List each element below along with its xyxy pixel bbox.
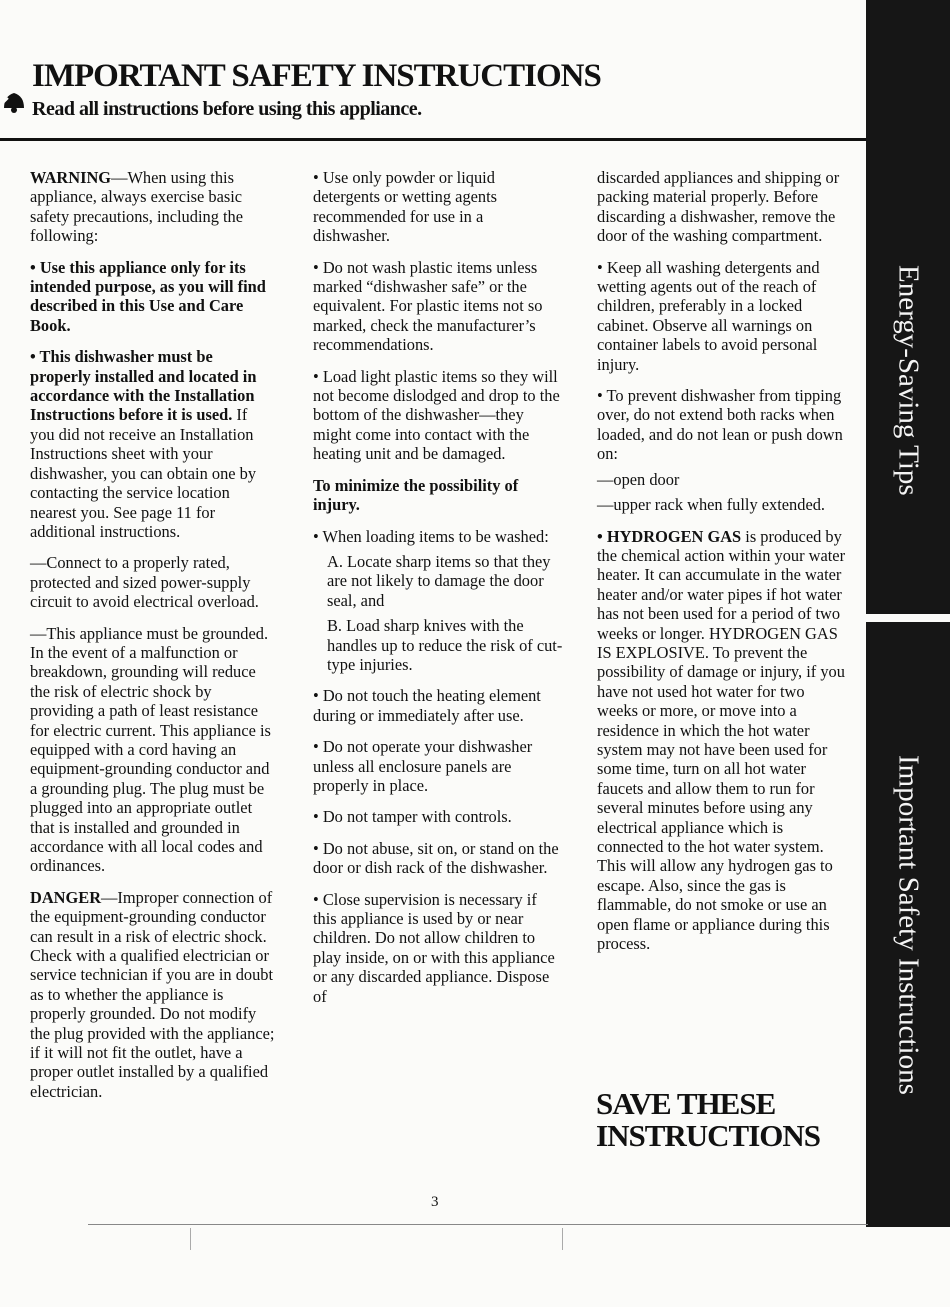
save-instructions-heading [596,1088,856,1152]
plastic-item: • Do not wash plastic items unless marked “dishwasher safe” or the equivalent. For plastic items not so marked, check the manufacturer’s recommendations. [313,257,543,355]
page-subtitle: Read all instructions before using this appliance. [32,98,422,120]
abuse-item: • Do not abuse, sit on, or stand on the door or dish rack of the dishwasher. [313,838,559,878]
minimize-injury-heading: To minimize the possibility of injury. [313,475,519,515]
save-line-1: SAVE THESE [596,1086,776,1121]
detergent-storage-item: • Keep all washing detergents and wetting agents out of the reach of children, preferably in a locked cabinet. Observe all warnings on container labels to avoid personal injury. [597,257,820,374]
crop-mark [562,1228,563,1250]
danger-text: —Improper connection of the equipment-grounding conductor can result in a risk of electric shock. Check with a qualified electrician or service technician if you are in doubt as to whether the appliance is properly grounded. Do not modify the plug provided with the appliance; if it will not fit the outlet, have a proper outlet installed by a qualified electrician. [30,887,275,1101]
upper-rack-item: —upper rack when fully extended. [597,495,826,515]
hydrogen-gas-text: is produced by the chemical action within your water heater. It can accumulate in the water heater and/or water pipes if hot water has not been used for a period of two weeks or longer. HYDROGEN GAS IS EXPLOSIVE. To prevent the possibility of damage or injury, if you have not used hot water for two weeks or more, or move into a residence in which the hot water system may not have been used for some time, turn on all hot water faucets and allow them to run for several minutes before using any electrical appliance which is connected to the hot water system. This will allow any hydrogen gas to escape. Also, since the gas is flammable, do not smoke or use an open flame or appliance during this process. [597,526,846,954]
circuit-item: —Connect to a properly rated, protected and sized power-supply circuit to avoid electrical overload. [30,553,259,612]
detergent-item: • Use only powder or liquid detergents or wetting agents recommended for use in a dishwasher. [313,168,498,246]
light-plastic-item: • Load light plastic items so they will not become dislodged and drop to the bottom of the dishwasher—they might come into contact with the heating unit and be damaged. [313,366,560,464]
sharp-items-subitem: A. Locate sharp items so that they are not likely to damage the door seal, and [327,551,551,610]
tab-energy-saving-tips[interactable] [866,150,950,610]
warning-text: —When using this appliance, always exercise basic safety precautions, including the following: [30,168,244,246]
open-door-item: —open door [597,469,680,489]
controls-item: • Do not tamper with controls. [313,807,512,827]
tab-divider [866,614,950,622]
column-2 [313,168,563,1018]
intended-purpose-item: • Use this appliance only for its intended purpose, as you will find described in this Use and Care Book. [30,257,266,335]
warning-label: WARNING [30,168,112,187]
crop-mark [190,1228,191,1250]
tab-safety-label: Important Safety Instructions [892,755,925,1095]
footer-rule [88,1224,868,1225]
page-title: IMPORTANT SAFETY INSTRUCTIONS [32,58,601,94]
warning-bell-icon [0,86,30,116]
save-line-2: INSTRUCTIONS [596,1118,821,1153]
page-number: 3 [431,1194,439,1210]
installation-item [30,347,275,541]
danger-paragraph [30,888,275,1101]
tipping-item: • To prevent dishwasher from tipping over, do not extend both racks when loaded, and do not lean or push down on: [597,386,843,464]
loading-item: • When loading items to be washed: [313,526,549,546]
sharp-knives-subitem: B. Load sharp knives with the handles up to reduce the risk of cut-type injuries. [327,616,563,674]
heating-element-item: • Do not touch the heating element during or immediately after use. [313,686,541,725]
header-rule [0,138,868,141]
hydrogen-gas-label: • HYDROGEN GAS [597,526,742,546]
danger-label: DANGER [30,887,102,907]
warning-paragraph [30,168,275,246]
hydrogen-gas-item [597,527,847,954]
column-3 [597,168,847,965]
tab-important-safety-instructions[interactable] [866,625,950,1225]
installation-bold: • This dishwasher must be properly installed and located in accordance with the Installation Instructions before it is used. [30,347,257,425]
grounding-item: —This appliance must be grounded. In the event of a malfunction or breakdown, grounding will reduce the risk of electric shock by providing a path of least resistance for electric current. This appliance is equipped with a cord having an equipment-grounding conductor and a grounding plug. The plug must be plugged into an appropriate outlet that is installed and grounded in accordance with all local codes and ordinances. [30,623,271,876]
supervision-item: • Close supervision is necessary if this appliance is used by or near children. Do not allow children to play inside, on or with this appliance or any discarded appliance. Dispose of [313,889,555,1006]
enclosure-panels-item: • Do not operate your dishwasher unless all enclosure panels are properly in place. [313,737,533,795]
discarding-item: discarded appliances and shipping or packing material properly. Before discarding a dishwasher, remove the door of the washing compartment. [597,168,840,246]
column-1 [30,168,275,1113]
tab-energy-label: Energy-Saving Tips [892,264,925,496]
installation-text: If you did not receive an Installation Instructions sheet with your dishwasher, you can obtain one by contacting the service location nearest you. See page 11 for additional instructions. [30,405,257,541]
